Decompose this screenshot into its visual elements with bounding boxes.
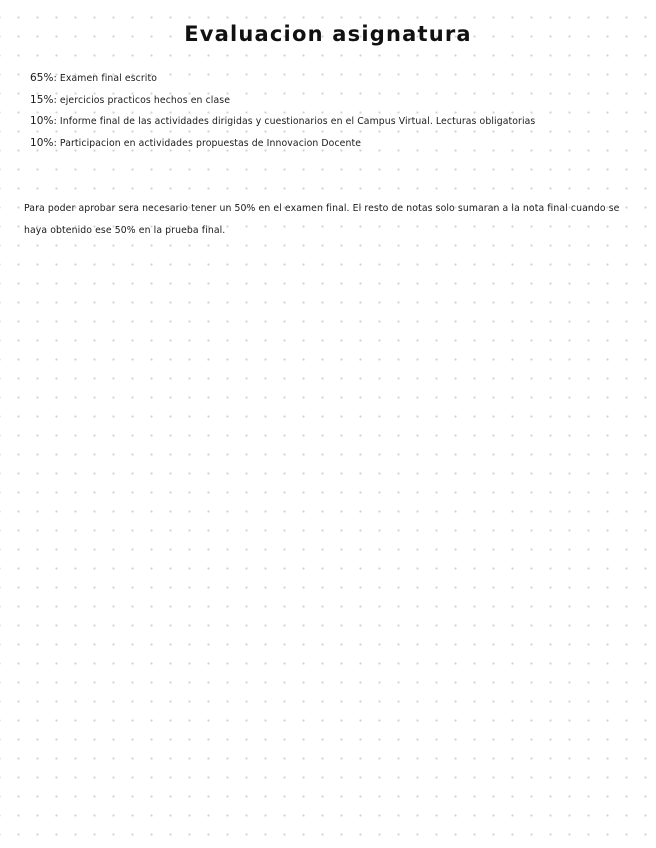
criteria-percent: 10% [30,136,54,149]
criteria-percent: 65% [30,72,54,84]
criteria-text: : Participacion en actividades propuestas de Innovacion Docente [53,137,362,149]
criteria-text: : ejercicios practicos hechos en clase [53,94,231,106]
criteria-text: : Informe final de las actividades dirigidas y cuestionarios en el Campus Virtual. Lecturas obligatorias [53,116,536,127]
criteria-text: : Examen final escrito [53,73,158,84]
criteria-item-report [30,116,640,127]
grading-criteria-list [30,73,640,159]
passing-requirement-note: Para poder aprobar sera necesario tener un 50% en el examen final. El resto de notas solo sumaran a la nota final cuando se haya obtenido ese 50% en la prueba final. [24,203,620,236]
criteria-percent: 15% [30,93,54,106]
criteria-percent: 10% [30,115,54,127]
criteria-item-participation [30,138,640,149]
criteria-item-exercises [30,95,640,106]
criteria-item-exam [30,73,640,84]
page-title: Evaluacion asignatura [184,22,472,46]
